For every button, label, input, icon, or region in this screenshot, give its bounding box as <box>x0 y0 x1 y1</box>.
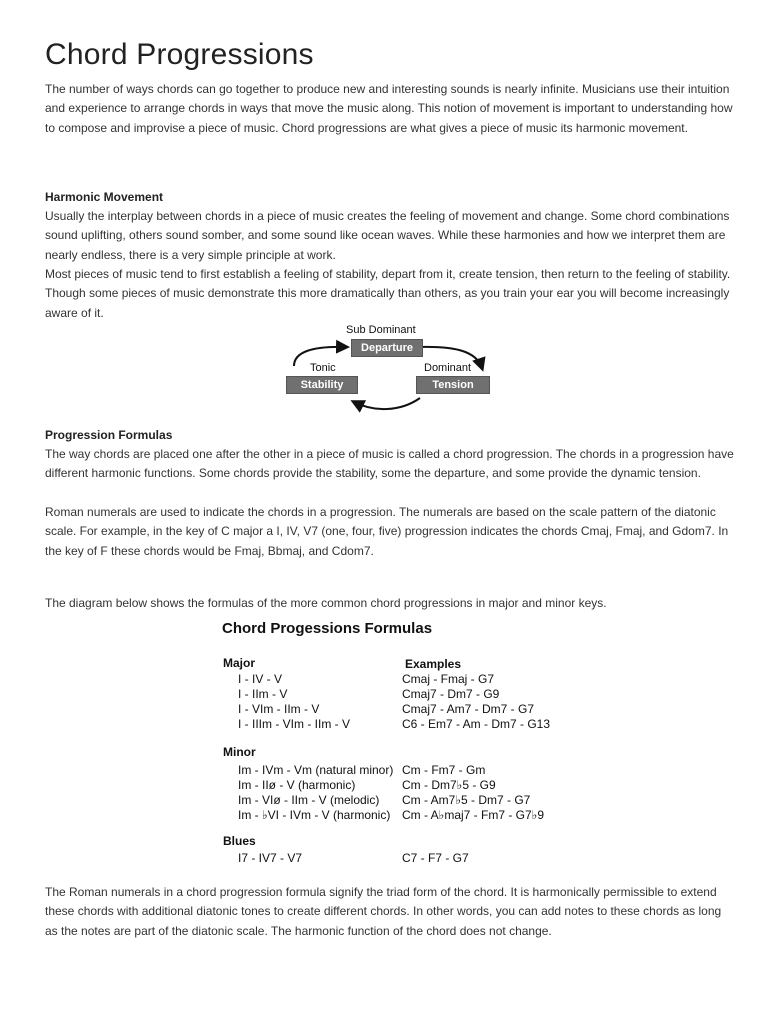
stability-box: Stability <box>286 376 358 394</box>
formulas-paragraph-1: The way chords are placed one after the other in a piece of music is called a chord progression. The chords in a progression have different harmonic functions. Some chords provide the stability, some the departure, and some provide the dynamic tension. <box>45 447 734 481</box>
example-cell: Cm - Fm7 - Gm <box>402 763 486 777</box>
harmonic-paragraph-2: Most pieces of music tend to first establish a feeling of stability, depart from it, create tension, then return to the feeling of stability. Though some pieces of music demonstrate this more dramatically than others, as you train your ear you will become increasingly aware of it. <box>45 267 731 320</box>
table-row <box>222 763 562 778</box>
example-cell: C6 - Em7 - Am - Dm7 - G13 <box>402 717 551 731</box>
table-row <box>222 687 562 702</box>
table-row <box>222 702 562 717</box>
examples-heading: Examples <box>405 657 462 671</box>
example-cell: Cm - Am7♭5 - Dm7 - G7 <box>402 793 531 807</box>
tension-box: Tension <box>416 376 490 394</box>
example-cell: Cmaj7 - Am7 - Dm7 - G7 <box>402 702 535 716</box>
arrow-tension-to-stability <box>354 398 420 409</box>
formula-cell: I - VIm - IIm - V <box>238 702 320 716</box>
major-label: Major <box>223 656 256 670</box>
formula-cell: I - IV - V <box>238 672 283 686</box>
formula-cell: Im - ♭VI - IVm - V (harmonic) <box>238 808 391 822</box>
formulas-paragraph-2: Roman numerals are used to indicate the chords in a progression. The numerals are based on the scale pattern of the diatonic scale. For example, in the key of C major a I, IV, V7 (one, four, five) progression indicates the chords Cmaj, Fmaj, and Gdom7. In the key of F these chords would be Fmaj, Bbmaj, and Cdom7. <box>45 505 729 558</box>
example-cell: Cm - A♭maj7 - Fm7 - G7♭9 <box>402 808 545 822</box>
blues-label: Blues <box>223 834 256 848</box>
example-cell: Cmaj - Fmaj - G7 <box>402 672 495 686</box>
dominant-label: Dominant <box>424 362 472 374</box>
table-row <box>222 672 562 687</box>
table-row <box>222 778 562 793</box>
formula-cell: I - IIm - V <box>238 687 288 701</box>
table-row <box>222 717 562 732</box>
minor-label: Minor <box>223 745 256 759</box>
closing-paragraph: The Roman numerals in a chord progression formula signify the triad form of the chord. It is harmonically permissible to extend these chords with additional diatonic tones to create different chords. In other words, you can add notes to these chords as long as the notes are part of the diatonic scale. The harmonic function of the chord does not change. <box>45 885 722 938</box>
harmonic-paragraph-1: Usually the interplay between chords in a piece of music creates the feeling of movement and change. Some chord combinations sound uplifting, others sound somber, and some sound like ocean waves. While these harmonies and how we interpret them are nearly endless, there is a very simple principle at work. <box>45 209 730 262</box>
example-cell: Cm - Dm7♭5 - G9 <box>402 778 496 792</box>
formulas-figure <box>222 618 562 870</box>
example-cell: C7 - F7 - G7 <box>402 851 469 865</box>
table-row <box>222 851 562 866</box>
formula-cell: Im - IIø - V (harmonic) <box>238 778 356 792</box>
formula-cell: Im - VIø - IIm - V (melodic) <box>238 793 380 807</box>
formula-cell: I - IIIm - VIm - IIm - V <box>238 717 350 731</box>
departure-box: Departure <box>351 339 423 357</box>
page-title: Chord Progressions <box>45 38 314 71</box>
example-cell: Cmaj7 - Dm7 - G9 <box>402 687 500 701</box>
intro-paragraph: The number of ways chords can go together to produce new and interesting sounds is nearly infinite. Musicians use their intuition and experience to arrange chords in ways that move the music along. This notion of movement is important to understanding how to compose and improvise a piece of music. Chord progressions are what gives a piece of music its harmonic movement. <box>45 82 733 135</box>
harmonic-movement-heading: Harmonic Movement <box>45 190 164 204</box>
progression-formulas-heading: Progression Formulas <box>45 428 173 442</box>
sub-dominant-label: Sub Dominant <box>346 324 416 336</box>
table-row <box>222 808 562 823</box>
formula-cell: I7 - IV7 - V7 <box>238 851 303 865</box>
harmonic-cycle-diagram <box>282 322 494 414</box>
formulas-paragraph-3: The diagram below shows the formulas of the more common chord progressions in major and minor keys. <box>45 596 607 610</box>
figure-title: Chord Progessions Formulas <box>222 620 433 637</box>
table-row <box>222 793 562 808</box>
tonic-label: Tonic <box>310 362 336 374</box>
formula-cell: Im - IVm - Vm (natural minor) <box>238 763 394 777</box>
